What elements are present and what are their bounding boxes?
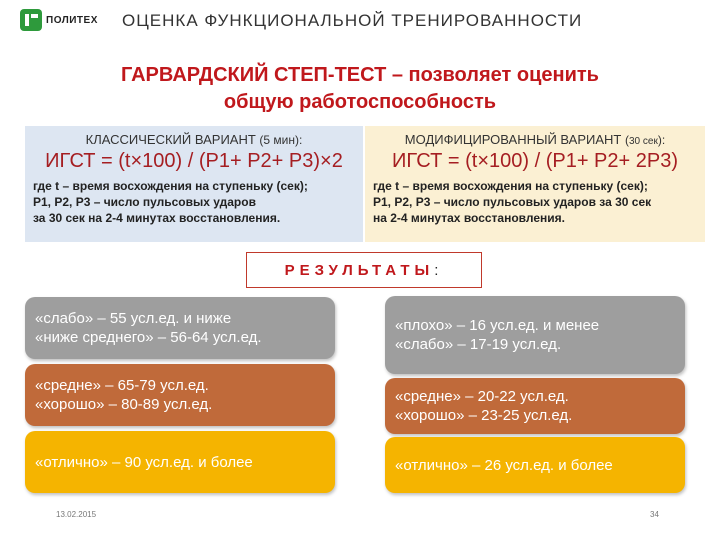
- classic-variant-panel: [25, 126, 363, 242]
- logo: [20, 8, 98, 32]
- header-title: ОЦЕНКА ФУНКЦИОНАЛЬНОЙ ТРЕНИРОВАННОСТИ: [122, 11, 583, 30]
- classic-variant-heading: [33, 132, 355, 147]
- classic-formula: ИГСТ = (t×100) / (P1+ P2+ P3)×2: [45, 150, 343, 172]
- results-heading: [246, 252, 482, 288]
- result-line: «ниже среднего» – 56-64 усл.ед.: [35, 329, 262, 346]
- classic-result-weak: [25, 297, 335, 359]
- classic-result-average: [25, 364, 335, 426]
- modified-variant-title: МОДИФИЦИРОВАННЫЙ ВАРИАНТ: [404, 132, 622, 147]
- classic-variant-time: (5 мин):: [259, 133, 303, 147]
- classic-note-line: где t – время восхождения на ступеньку (сек);: [33, 179, 308, 193]
- modified-variant-panel: [365, 126, 705, 242]
- results-colon: :: [434, 261, 444, 279]
- modified-variant-heading: [373, 132, 697, 147]
- modified-note-line: P1, P2, P3 – число пульсовых ударов за 30 сек: [373, 195, 652, 209]
- modified-result-excellent: [385, 437, 685, 493]
- modified-note-line: на 2-4 минутах восстановления.: [373, 211, 565, 225]
- politeh-logo-icon: [20, 9, 42, 31]
- footer-date: 13.02.2015: [56, 510, 97, 519]
- modified-variant-time: 30 сек: [629, 136, 658, 147]
- classic-result-excellent: [25, 431, 335, 493]
- classic-note-line: P1, P2, P3 – число пульсовых ударов: [33, 195, 256, 209]
- logo-text: ПОЛИТЕХ: [46, 14, 98, 26]
- result-line: «хорошо» – 23-25 усл.ед.: [395, 407, 573, 424]
- main-title: [0, 62, 720, 116]
- classic-variant-title: КЛАССИЧЕСКИЙ ВАРИАНТ: [85, 132, 256, 147]
- modified-note: [373, 178, 697, 226]
- modified-note-line: где t – время восхождения на ступеньку (сек);: [373, 179, 648, 193]
- results-label: РЕЗУЛЬТАТЫ: [284, 261, 435, 279]
- main-title-line1: ГАРВАРДСКИЙ СТЕП-ТЕСТ – позволяет оценить: [121, 64, 599, 86]
- modified-variant-paren-close: ):: [657, 133, 666, 147]
- modified-variant-paren-open: (: [625, 133, 629, 147]
- result-line: «средне» – 20-22 усл.ед.: [395, 388, 569, 405]
- result-line: «отлично» – 26 усл.ед. и более: [395, 456, 613, 474]
- classic-note: [33, 178, 355, 226]
- result-line: «хорошо» – 80-89 усл.ед.: [35, 396, 213, 413]
- modified-formula: ИГСТ = (t×100) / (P1+ P2+ 2P3): [392, 150, 678, 172]
- result-line: «средне» – 65-79 усл.ед.: [35, 377, 209, 394]
- result-line: «слабо» – 17-19 усл.ед.: [395, 336, 562, 353]
- main-title-line2: общую работоспособность: [223, 91, 497, 113]
- result-line: «отлично» – 90 усл.ед. и более: [35, 453, 253, 471]
- footer-page-number: 34: [650, 510, 659, 519]
- classic-note-line: за 30 сек на 2-4 минутах восстановления.: [33, 211, 281, 225]
- result-line: «слабо» – 55 усл.ед. и ниже: [35, 310, 232, 327]
- result-line: «плохо» – 16 усл.ед. и менее: [395, 317, 600, 334]
- modified-result-average: [385, 378, 685, 434]
- modified-result-poor: [385, 296, 685, 374]
